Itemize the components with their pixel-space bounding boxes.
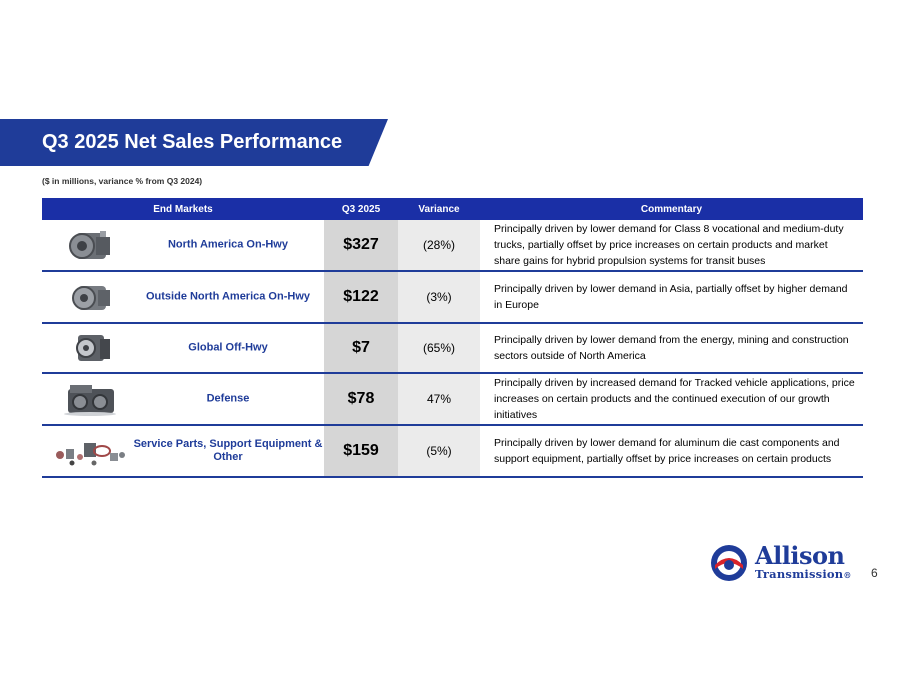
- variance-value: (5%): [398, 426, 480, 476]
- q3-value: $159: [324, 426, 398, 476]
- commentary-text: Principally driven by lower demand for aluminum die cast components and support equipment, partially offset by price increases on certain products: [494, 437, 840, 465]
- off-highway-transmission-icon: [50, 330, 130, 366]
- commentary: [480, 374, 863, 424]
- commentary-text: Principally driven by lower demand for Class 8 vocational and medium-duty trucks, partially offset by price increases on certain products and market share gains for hybrid propulsion systems for transit buses: [494, 223, 844, 267]
- market-label: Global Off-Hwy: [188, 341, 268, 354]
- column-header-end-markets: End Markets: [153, 203, 213, 215]
- table-row: [42, 374, 863, 426]
- table-header: [42, 198, 863, 220]
- commentary-text: Principally driven by increased demand for Tracked vehicle applications, price increases on certain products and the continued execution of our growth initiatives: [494, 377, 855, 421]
- q3-value: $7: [324, 324, 398, 372]
- market-label: Defense: [206, 392, 250, 405]
- q3-value: $327: [324, 220, 398, 270]
- variance-value: (65%): [398, 324, 480, 372]
- market-label: Service Parts, Support Equipment & Other: [133, 438, 323, 463]
- commentary: [480, 426, 863, 476]
- logo-wordmark-line1: Allison: [755, 541, 845, 570]
- variance-value: 47%: [398, 374, 480, 424]
- column-header-variance: Variance: [418, 203, 460, 215]
- net-sales-table: [42, 198, 863, 478]
- market-cell: [42, 374, 324, 424]
- variance-value: (28%): [398, 220, 480, 270]
- logo-wordmark-line2: [755, 567, 852, 581]
- logo-wordmark-text: Transmission: [755, 567, 844, 581]
- allison-logo: [709, 541, 869, 585]
- variance-value: (3%): [398, 272, 480, 322]
- column-header-commentary: Commentary: [640, 203, 703, 215]
- page-title: Q3 2025 Net Sales Performance: [42, 131, 343, 153]
- commentary: [480, 272, 863, 322]
- market-label: Outside North America On-Hwy: [145, 290, 310, 303]
- commentary: [480, 324, 863, 372]
- commentary-text: Principally driven by lower demand from the energy, mining and construction sectors outside of North America: [494, 334, 849, 362]
- commentary-text: Principally driven by lower demand in Asia, partially offset by higher demand in Europe: [494, 283, 848, 311]
- market-label: North America On-Hwy: [167, 238, 288, 251]
- transmission-icon: [50, 227, 130, 263]
- registered-mark: ®: [843, 570, 852, 580]
- service-parts-icon: [50, 433, 130, 469]
- q3-value: $78: [324, 374, 398, 424]
- page-number: 6: [871, 566, 878, 580]
- transmission-icon: [50, 279, 130, 315]
- page-subtitle: ($ in millions, variance % from Q3 2024): [42, 176, 203, 186]
- column-header-q3-2025: Q3 2025: [341, 203, 381, 215]
- q3-value: $122: [324, 272, 398, 322]
- table-row: [42, 324, 863, 374]
- market-cell: [42, 272, 324, 322]
- table-row: [42, 426, 863, 478]
- market-cell: [42, 324, 324, 372]
- market-cell: [42, 426, 324, 476]
- table-row: [42, 220, 863, 272]
- commentary: [480, 220, 863, 270]
- table-row: [42, 272, 863, 324]
- allison-logo-mark-icon: [709, 543, 749, 583]
- market-cell: [42, 220, 324, 270]
- defense-transmission-icon: [50, 381, 130, 417]
